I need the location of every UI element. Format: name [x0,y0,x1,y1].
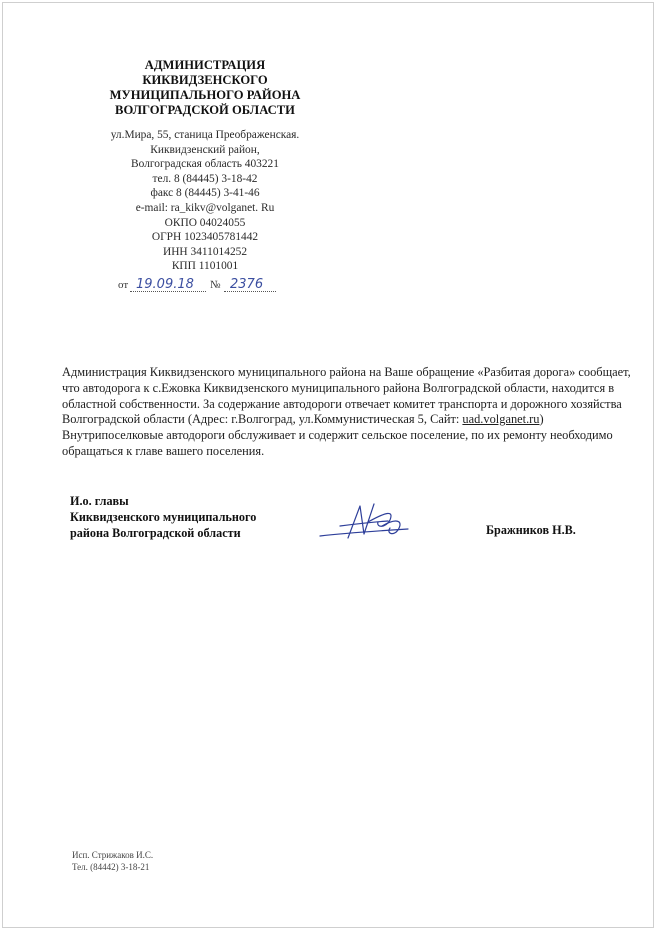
fax-line: факс 8 (84445) 3-41-46 [150,187,260,200]
reference-line [118,276,278,294]
district-line: Киквидзенский район, [150,143,260,156]
handwritten-number: 2376 [230,277,264,292]
body-text-end: ) Внутрипоселковые автодороги обслуживает и содержит сельское поселение, по их ремонту необходимо обращаться к главе вашего поселения. [62,412,613,458]
website-link[interactable]: uad.volganet.ru [462,412,540,427]
executor-name: Исп. Стрижаков И.С. [72,850,154,860]
region-line: Волгоградская область 403221 [131,158,279,171]
org-name-line: ВОЛГОГРАДСКОЙ ОБЛАСТИ [115,103,295,117]
inn-line: ИНН 3411014252 [162,245,248,258]
organization-name [60,58,350,118]
executor-info [72,849,153,873]
body-text-start: Администрация Киквидзенского муниципального района на Ваше обращение «Разбитая дорога» сообщает, что автодорога к с.Ежовка Киквидзенского муниципального района Волгоградской области, находится в областной собственности. За содержание автодороги отвечает комитет транспорта и дорожного хозяйства Волгоградской области (Адрес: г.Волгоград, ул.Коммунистическая 5, Сайт: [62,365,631,427]
position-line: И.о. главы [70,494,129,508]
handwritten-date: 19.09.18 [136,277,194,292]
email-line: e-mail: ra_kikv@volganet. Ru [135,201,275,214]
org-name-line: КИКВИДЗЕНСКОГО [142,73,268,87]
number-label: № [210,279,221,291]
contact-details [60,128,350,274]
ogrn-line: ОГРН 1023405781442 [151,231,259,244]
kpp-line: КПП 1101001 [171,260,239,273]
signer-name: Бражников Н.В. [486,523,576,537]
signatory-position [70,493,320,541]
executor-phone: Тел. (84442) 3-18-21 [72,862,150,872]
okpo-line: ОКПО 04024055 [164,216,246,229]
address-line: ул.Мира, 55, станица Преображенская. [110,129,300,141]
org-name-line: АДМИНИСТРАЦИЯ [144,58,266,72]
position-line: Киквидзенского муниципального [70,510,257,524]
phone-line: тел. 8 (84445) 3-18-42 [152,172,258,185]
letter-body [62,365,642,460]
date-label: от [118,279,129,291]
letterhead [60,58,350,274]
position-line: района Волгоградской области [70,526,241,540]
handwritten-signature [316,498,416,548]
org-name-line: МУНИЦИПАЛЬНОГО РАЙОНА [109,88,301,102]
